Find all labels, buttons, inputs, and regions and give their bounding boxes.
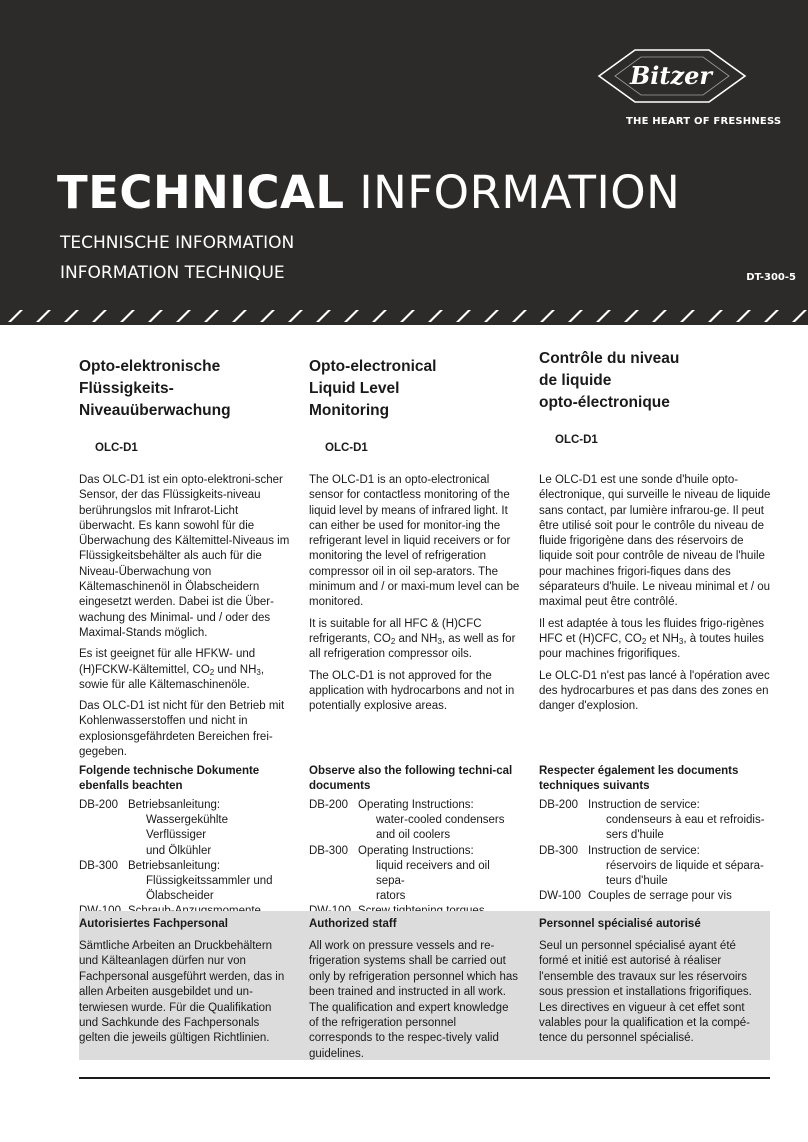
title-german: [79, 356, 231, 422]
subtitle-french: INFORMATION TECHNIQUE: [60, 263, 285, 283]
paragraph-description: Das OLC-D1 ist ein opto-elektroni-scher Sensor, der das Flüssigkeits-niveau berührungslos mit Infrarot-Licht überwacht. Es kann sowohl für die Überwachung des Kältemittel-Niveaus im Flüssigkeitsbehälter als auch für die Niveau-Überwachung von Kältemaschinenöl in Ölabscheidern eingesetzt werden. Dabei ist die Über-wachung des Minimal- und / oder des Maximal-Stands möglich.: [79, 474, 290, 639]
title-english: [309, 356, 436, 422]
docs-list-english: [309, 798, 521, 920]
title-french: [539, 348, 679, 414]
paragraph-suitability: Es ist geeignet für alle HFKW- und (H)FCKW-Kältemittel, $CO_2$ und $NH_3$, sowie für alle Kältemaschinenöle.: [79, 648, 265, 691]
docs-title-german: Folgende technische Dokumente ebenfalls beachten: [79, 765, 260, 792]
paragraph-description: Le OLC-D1 est une sonde d'huile opto-électronique, qui surveille le niveau de liquide sans contact, par lumière infrarou-ge. Il peut être utilisé soit pour le contrôle du niveau de fluide frigorigène dans des réservoirs de liquide soit pour contrôle de niveau de l'huile pour machines frigori-fiques dans des séparateurs d'huile. Le niveau minimal et / ou maximal peut être contrôlé.: [539, 474, 771, 609]
staff-title-french: Personnel spécialisé autorisé: [539, 918, 701, 930]
paragraph-description: The OLC-D1 is an opto-electronical sensor for contactless monitoring of the liquid level by means of infrared light. It can either be used for monitor-ing the refrigerant level in liquid receivers or for monitoring the level of refrigeration compressor oil in oil sep-arators. The minimum and / or maxi-mum level can be monitored.: [309, 474, 520, 609]
title-line: Opto-elektronische: [79, 358, 221, 375]
document-code: DT-300-5: [746, 272, 796, 283]
title-line: Liquid Level: [309, 380, 400, 397]
paragraph-restriction: Das OLC-D1 ist nicht für den Betrieb mit Kohlenwasserstoffen und nicht in explosionsgefährdeten Bereichen frei-gegeben.: [79, 700, 285, 759]
title-line: Monitoring: [309, 402, 390, 419]
body-english: [309, 473, 521, 720]
bottom-divider: [79, 1077, 770, 1079]
doc-row: DW-100 Couples de serrage pour vis: [539, 890, 732, 903]
paragraph-restriction: Le OLC-D1 n'est pas lancé à l'opération avec des hydrocarbures et pas dans des zones en danger d'explosion.: [539, 669, 770, 713]
title-line: opto-électronique: [539, 394, 670, 411]
doc-row: DB-300 Instruction de service: réservoirs de liquide et sépara- teurs d'huile: [539, 844, 764, 888]
paragraph-restriction: The OLC-D1 is not approved for the application with hydrocarbons and not in potentially explosive areas.: [309, 669, 515, 713]
bitzer-logo: [597, 42, 747, 110]
page-header: [0, 0, 808, 305]
docs-list-german: [79, 798, 291, 920]
logo-wordmark: Bitzer: [629, 61, 713, 90]
title-line: Niveauüberwachung: [79, 402, 231, 419]
doc-row: DB-200 Betriebsanleitung: Wassergekühlte Verflüssiger und Ölkühler: [79, 799, 229, 857]
staff-text-french: Seul un personnel spécialisé ayant été formé et initié est autorisé à réaliser l'ensemble des travaux sur les réservoirs sous pression et installations frigorifiques. Les directives en vigueur à cet effet sont valables pour la qualification et la compé-tence du personnel spécialisé.: [539, 940, 752, 1045]
title-line: Flüssigkeits-: [79, 380, 174, 397]
docs-list-french: [539, 798, 771, 904]
model-english: OLC-D1: [325, 442, 368, 454]
paragraph-suitability: It is suitable for all HFC & (H)CFC refrigerants, $CO_2$ and $NH_3$, as well as for all refrigeration compressor oils.: [309, 617, 516, 661]
stripe-divider: [0, 305, 808, 325]
page-title: [57, 166, 681, 219]
title-bold: TECHNICAL: [57, 166, 345, 219]
title-line: Opto-electronical: [309, 358, 437, 375]
model-french: OLC-D1: [555, 434, 598, 446]
staff-title-english: Authorized staff: [309, 918, 397, 930]
doc-row: DB-200 Instruction de service: condenseurs à eau et refroidis- sers d'huile: [539, 799, 765, 842]
subtitle-german: TECHNISCHE INFORMATION: [60, 233, 295, 253]
model-german: OLC-D1: [95, 442, 138, 454]
brand-tagline: THE HEART OF FRESHNESS: [626, 116, 782, 127]
staff-text-german: Sämtliche Arbeiten an Druckbehältern und Kälteanlagen dürfen nur von Fachpersonal ausgeführt werden, das in allen Arbeiten ausgebildet und un-terwiesen wurde. Für die Qualifikation und Sachkunde des Fachpersonals gelten die jeweils gültigen Richtlinien.: [79, 940, 285, 1045]
doc-row: DB-200 Operating Instructions: water-cooled condensers and oil coolers: [309, 799, 505, 842]
title-line: de liquide: [539, 372, 612, 389]
body-german: [79, 473, 291, 766]
docs-title-french: Respecter également les documents techniques suivants: [539, 765, 739, 792]
staff-text-english: All work on pressure vessels and re-frigeration systems shall be carried out only by refrigeration personnel which has been trained and instructed in all work. The qualification and expert knowledge of the refrigeration personnel corresponds to the respec-tively valid guidelines.: [309, 940, 519, 1060]
staff-title-german: Autorisiertes Fachpersonal: [79, 918, 228, 930]
doc-row: DB-300 Betriebsanleitung: Flüssigkeitssammler und Ölabscheider: [79, 859, 273, 903]
doc-row: DB-300 Operating Instructions: liquid receivers and oil sepa- rators: [309, 844, 490, 903]
title-light: INFORMATION: [344, 166, 681, 219]
body-french: [539, 473, 771, 720]
title-line: Contrôle du niveau: [539, 350, 680, 367]
docs-title-english: Observe also the following techni-cal documents: [309, 765, 513, 792]
paragraph-suitability: Il est adaptée à tous les fluides frigo-rigènes HFC et (H)CFC, $CO_2$ et $NH_3$, à toutes huiles pour machines frigorifiques.: [539, 617, 765, 661]
